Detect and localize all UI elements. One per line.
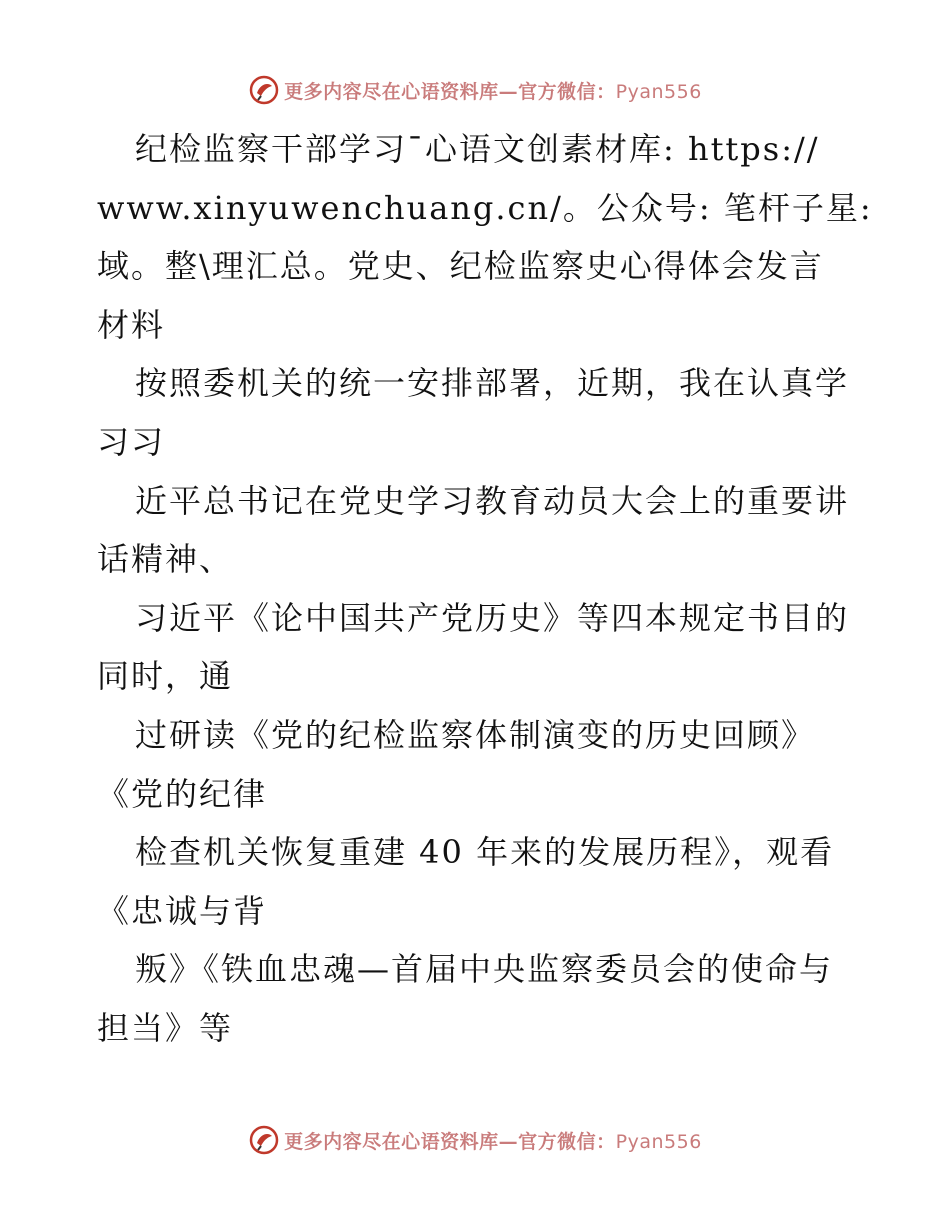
text-line: 检查机关恢复重建 40 年来的发展历程》，观看 <box>135 833 835 872</box>
text-line: 《党的纪律 <box>97 774 268 813</box>
text-line: 习习 <box>97 422 166 461</box>
wechat-id: Pyan556 <box>615 80 702 103</box>
banner-text: 更多内容尽在心语资料库—官方微信：Pyan556 <box>284 80 702 103</box>
footer-banner <box>0 1120 950 1160</box>
text-line: 材料 <box>97 305 166 344</box>
text-line: 《忠诚与背 <box>97 891 268 930</box>
text-line: 习近平《论中国共产党历史》等四本规定书目的 <box>135 598 850 637</box>
text-line: 域。整\理汇总。党史、纪检监察史心得体会发言 <box>97 247 824 286</box>
text-line: 叛》《铁血忠魂—首届中央监察委员会的使命与 <box>135 950 834 989</box>
banner-text: 更多内容尽在心语资料库—官方微信：Pyan556 <box>284 1130 702 1153</box>
document-body <box>97 120 873 1058</box>
text-line: 同时，通 <box>97 657 234 696</box>
text-line: 话精神、 <box>97 540 234 579</box>
brand-logo-icon <box>248 74 280 106</box>
brand-logo-icon <box>248 1124 280 1156</box>
text-line: 纪检监察干部学习¯心语文创素材库: https:// <box>135 130 820 168</box>
text-line: 过研读《党的纪检监察体制演变的历史回顾》 <box>135 715 816 754</box>
text-line: www.xinyuwenchuang.cn/。公众号: 笔杆子星: <box>97 188 873 227</box>
text-line: 按照委机关的统一安排部署，近期，我在认真学 <box>135 364 850 403</box>
wechat-id: Pyan556 <box>615 1130 702 1153</box>
header-banner <box>0 70 950 110</box>
text-line: 担当》等 <box>97 1008 234 1047</box>
text-line: 近平总书记在党史学习教育动员大会上的重要讲 <box>135 481 850 520</box>
